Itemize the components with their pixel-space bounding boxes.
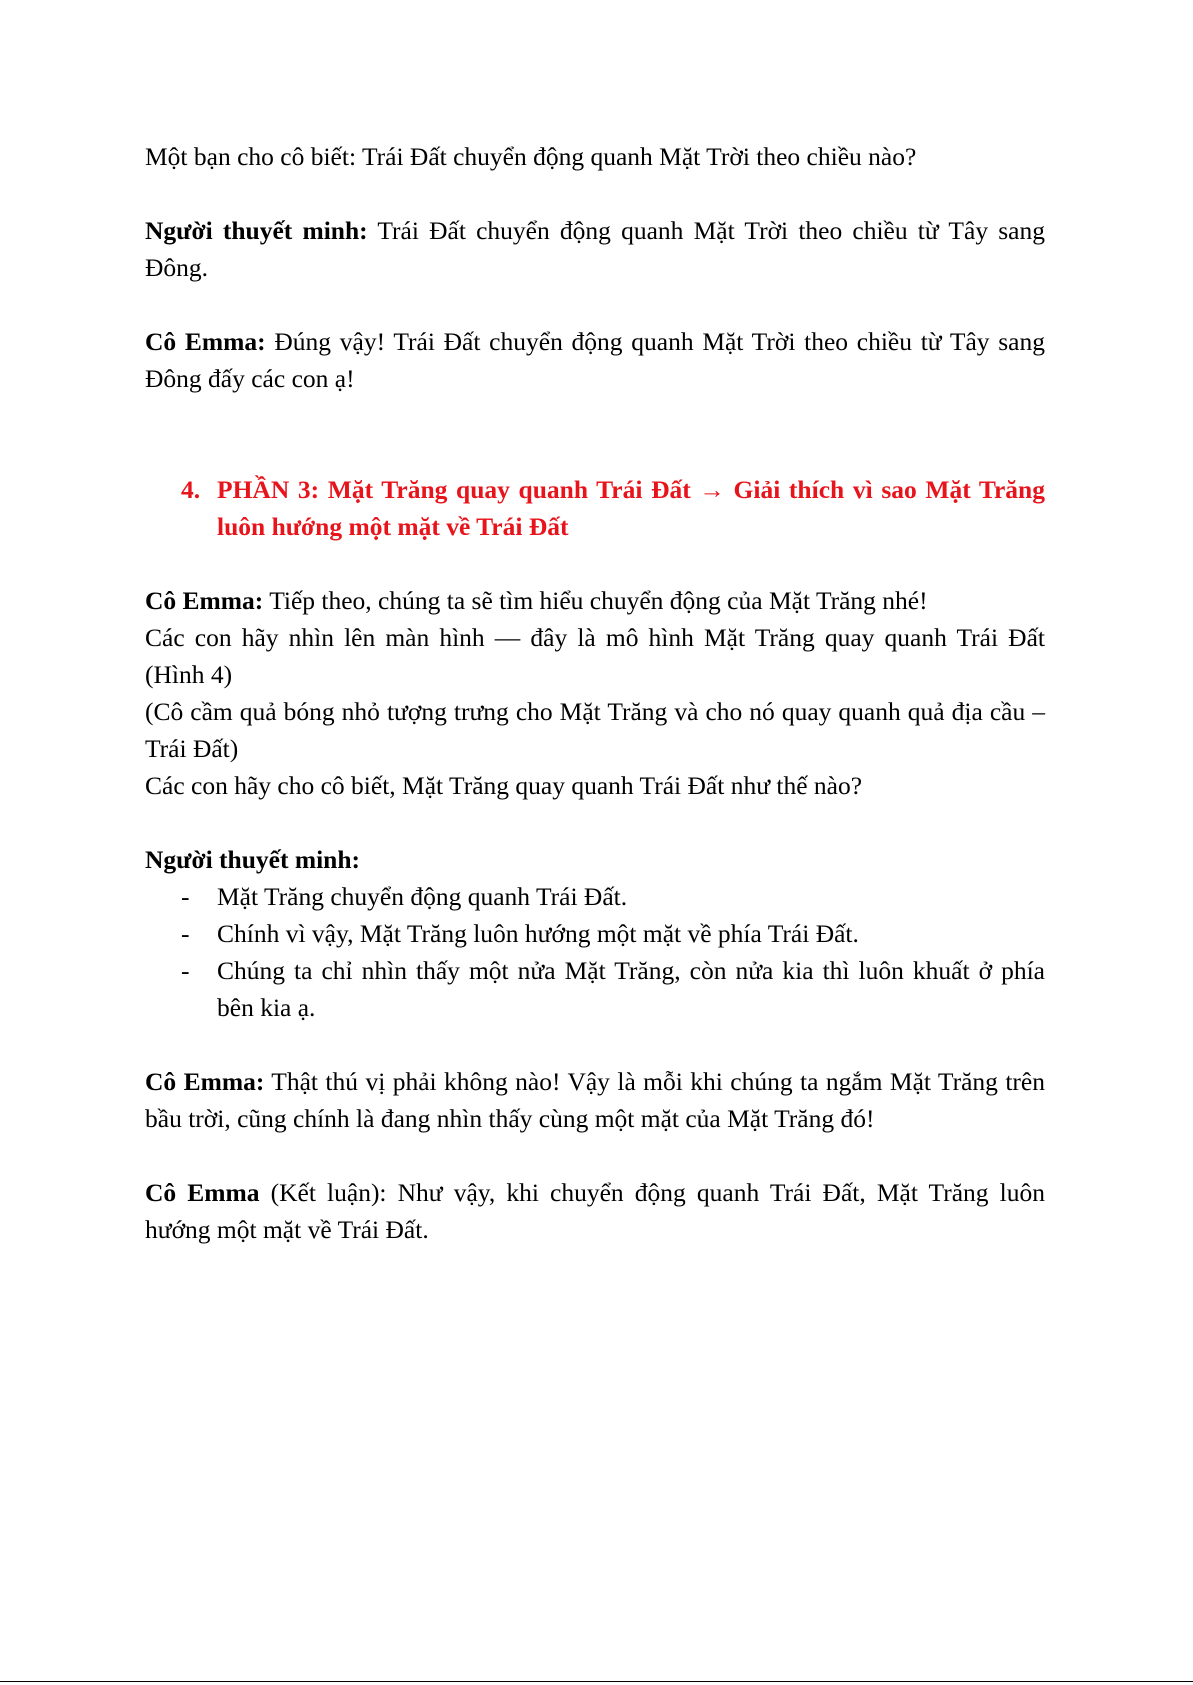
stage-direction-paragraph: (Cô cầm quả bóng nhỏ tượng trưng cho Mặt Trăng và cho nó quay quanh quả địa cầu – Trái Đất)	[145, 697, 1045, 763]
document-page	[145, 138, 1045, 1248]
narrator-label: Người thuyết minh:	[145, 845, 361, 874]
speaker-label: Cô Emma	[145, 1178, 260, 1207]
screen-paragraph: Các con hãy nhìn lên màn hình — đây là mô hình Mặt Trăng quay quanh Trái Đất (Hình 4)	[145, 623, 1045, 689]
page-bottom-rule	[0, 1681, 1193, 1682]
paragraph-text: Tiếp theo, chúng ta sẽ tìm hiểu chuyển động của Mặt Trăng nhé!	[263, 586, 928, 615]
speaker-label: Cô Emma:	[145, 327, 266, 356]
paragraph-text: Đúng vậy! Trái Đất chuyển động quanh Mặt Trời theo chiều từ Tây sang Đông đấy các con ạ!	[145, 327, 1045, 393]
speaker-label: Cô Emma:	[145, 586, 264, 615]
conclusion-paragraph	[145, 1174, 1045, 1248]
question-paragraph: Các con hãy cho cô biết, Mặt Trăng quay quanh Trái Đất như thế nào?	[145, 771, 863, 800]
section-title: PHẦN 3: Mặt Trăng quay quanh Trái Đất → Giải thích vì sao Mặt Trăng luôn hướng một mặt về Trái Đất	[217, 475, 1045, 541]
list-item	[145, 952, 1045, 1026]
question-paragraph: Một bạn cho cô biết: Trái Đất chuyển động quanh Mặt Trời theo chiều nào?	[145, 142, 917, 171]
section-heading	[145, 471, 1045, 545]
bullet-dash: -	[181, 919, 190, 948]
paragraph-text: Thật thú vị phải không nào! Vậy là mỗi khi chúng ta ngắm Mặt Trăng trên bầu trời, cũng chính là đang nhìn thấy cùng một mặt của Mặt Trăng đó!	[145, 1067, 1045, 1133]
list-item-text: Chúng ta chỉ nhìn thấy một nửa Mặt Trăng, còn nửa kia thì luôn khuất ở phía bên kia ạ.	[217, 956, 1045, 1022]
teacher-comment-paragraph	[145, 1063, 1045, 1137]
list-item-text: Chính vì vậy, Mặt Trăng luôn hướng một mặt về phía Trái Đất.	[217, 919, 859, 948]
speaker-label: Người thuyết minh:	[145, 216, 368, 245]
intro-paragraph	[145, 582, 1045, 619]
narrator-bullet-list	[145, 878, 1045, 1026]
teacher-confirm-paragraph	[145, 323, 1045, 397]
narrator-answer-paragraph	[145, 212, 1045, 286]
section-number: 4.	[181, 475, 201, 504]
bullet-dash: -	[181, 882, 190, 911]
speaker-label: Cô Emma:	[145, 1067, 265, 1096]
list-item	[145, 878, 1045, 915]
list-item-text: Mặt Trăng chuyển động quanh Trái Đất.	[217, 882, 628, 911]
list-item	[145, 915, 1045, 952]
paragraph-text: Trái Đất chuyển động quanh Mặt Trời theo chiều từ Tây sang Đông.	[145, 216, 1045, 282]
paragraph-text: (Kết luận): Như vậy, khi chuyển động quanh Trái Đất, Mặt Trăng luôn hướng một mặt về Trái Đất.	[145, 1178, 1045, 1244]
bullet-dash: -	[181, 956, 190, 985]
